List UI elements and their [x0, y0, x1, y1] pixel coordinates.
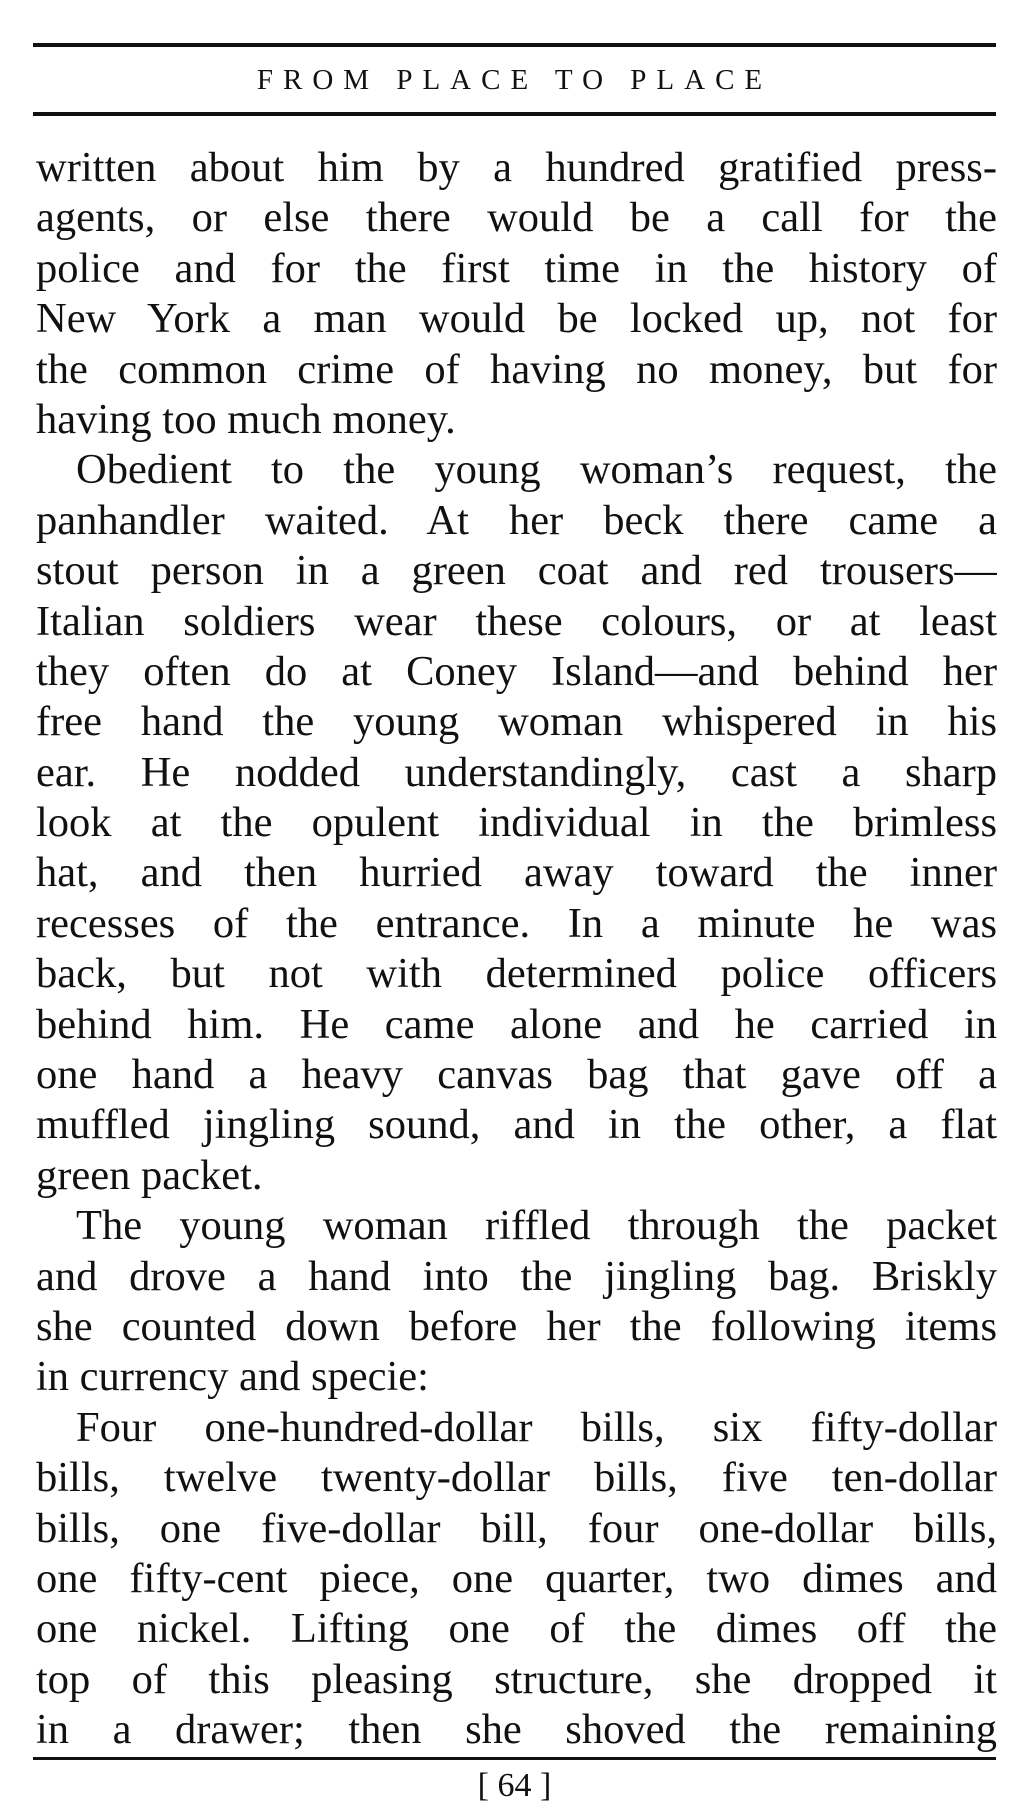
text-line: New York a man would be locked up, not for	[36, 295, 997, 343]
text-line: top of this pleasing structure, she dropped it	[36, 1655, 997, 1703]
text-line: one fifty-cent piece, one quarter, two dimes and	[36, 1554, 997, 1602]
text-line: she counted down before her the following items	[36, 1302, 997, 1350]
text-line: Obedient to the young woman’s request, the	[76, 446, 997, 494]
text-line: having too much money.	[36, 395, 456, 443]
text-line: and drove a hand into the jingling bag. Briskly	[36, 1252, 997, 1300]
text-line: muffled jingling sound, and in the other, a flat	[36, 1101, 997, 1149]
text-line: green packet.	[36, 1151, 263, 1199]
text-line: bills, twelve twenty-dollar bills, five ten-dollar	[36, 1454, 997, 1502]
text-line: agents, or else there would be a call for the	[36, 194, 997, 242]
text-line: one nickel. Lifting one of the dimes off the	[36, 1605, 997, 1653]
text-line: hat, and then hurried away toward the inner	[36, 849, 997, 897]
text-line: The young woman riffled through the packet	[76, 1202, 997, 1250]
page-number: [ 64 ]	[477, 1767, 552, 1804]
text-line: ear. He nodded understandingly, cast a sharp	[36, 748, 997, 796]
text-line: recesses of the entrance. In a minute he was	[36, 899, 997, 947]
text-line: one hand a heavy canvas bag that gave off a	[36, 1051, 997, 1099]
body-text	[36, 143, 997, 1756]
footer-rule	[33, 1757, 996, 1760]
text-line: written about him by a hundred gratified press-	[36, 144, 997, 191]
text-line: free hand the young woman whispered in his	[36, 698, 997, 746]
text-line: bills, one five-dollar bill, four one-dollar bills,	[36, 1504, 997, 1552]
text-line: stout person in a green coat and red trousers—	[36, 547, 997, 595]
text-line: in currency and specie:	[36, 1353, 429, 1401]
text-line: the common crime of having no money, but for	[36, 345, 997, 393]
text-line: behind him. He came alone and he carried in	[36, 1000, 997, 1048]
text-line: Italian soldiers wear these colours, or at least	[36, 597, 997, 645]
header-rule	[33, 112, 996, 116]
text-line: in a drawer; then she shoved the remaining	[36, 1706, 997, 1754]
running-head: FROM PLACE TO PLACE	[256, 64, 773, 96]
text-line: police and for the first time in the history of	[36, 244, 997, 292]
top-rule	[33, 43, 996, 47]
text-line: they often do at Coney Island—and behind her	[36, 647, 997, 695]
text-line: Four one-hundred-dollar bills, six fifty-dollar	[76, 1403, 997, 1451]
text-line: back, but not with determined police officers	[36, 950, 997, 998]
text-line: look at the opulent individual in the brimless	[36, 799, 997, 847]
text-line: panhandler waited. At her beck there came a	[36, 496, 997, 544]
